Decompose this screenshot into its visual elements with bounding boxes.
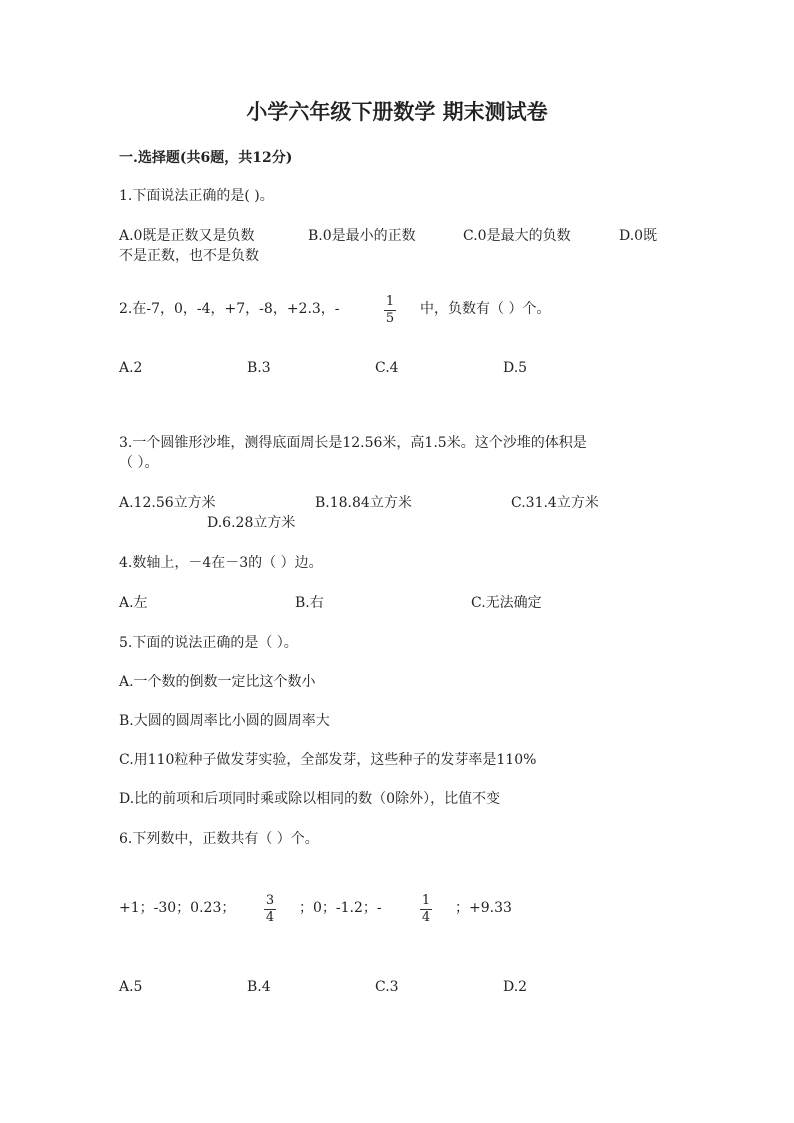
fraction-three-fourths bbox=[263, 893, 277, 926]
q2-option-a: A.2 bbox=[119, 360, 143, 376]
question-2-stem-start: 2.在-7，0，-4，+7，-8，+2.3，- bbox=[119, 301, 340, 317]
question-3-stem-continued: （ ）。 bbox=[119, 455, 159, 471]
q6-option-b: B.4 bbox=[247, 979, 271, 995]
q5-option-c: C.用110粒种子做发芽实验，全部发芽，这些种子的发芽率是110% bbox=[119, 752, 537, 768]
fraction-denominator: 5 bbox=[385, 311, 395, 326]
q3-option-b: B.18.84立方米 bbox=[315, 495, 412, 511]
section-heading: 一.选择题(共6题，共12分) bbox=[119, 150, 293, 166]
fraction-one-fifth bbox=[383, 294, 397, 327]
fraction-denominator: 4 bbox=[421, 910, 431, 925]
q6-option-a: A.5 bbox=[119, 979, 143, 995]
q1-option-b: B.0是最小的正数 bbox=[308, 228, 416, 244]
q2-option-c: C.4 bbox=[375, 360, 399, 376]
q1-option-d: D.0既 bbox=[619, 228, 658, 244]
fraction-one-fourth bbox=[419, 893, 433, 926]
q2-option-d: D.5 bbox=[503, 360, 528, 376]
q6-numbers-part-1: +1；-30；0.23； bbox=[119, 900, 236, 916]
fraction-denominator: 4 bbox=[265, 910, 275, 925]
question-3-stem: 3.一个圆锥形沙堆，测得底面周长是12.56米，高1.5米。这个沙堆的体积是 bbox=[119, 435, 587, 451]
q3-option-c: C.31.4立方米 bbox=[511, 495, 599, 511]
question-2-stem-end: 中，负数有（ ）个。 bbox=[420, 301, 551, 317]
question-1-stem: 1.下面说法正确的是( )。 bbox=[119, 188, 274, 204]
q6-numbers-part-3: ；+9.33 bbox=[455, 900, 512, 916]
q2-option-b: B.3 bbox=[247, 360, 271, 376]
q4-option-a: A.左 bbox=[119, 595, 148, 611]
q5-option-a: A.一个数的倒数一定比这个数小 bbox=[119, 674, 316, 690]
question-5-stem: 5.下面的说法正确的是（ ）。 bbox=[119, 635, 298, 651]
question-4-stem: 4.数轴上，－4在－3的（ ）边。 bbox=[119, 555, 323, 571]
fraction-numerator: 3 bbox=[265, 893, 275, 908]
q1-option-d-continued: 不是正数，也不是负数 bbox=[119, 248, 259, 264]
q3-option-a: A.12.56立方米 bbox=[119, 495, 216, 511]
q6-option-c: C.3 bbox=[375, 979, 399, 995]
q4-option-b: B.右 bbox=[295, 595, 324, 611]
q6-numbers-part-2: ；0；-1.2；- bbox=[299, 900, 382, 916]
q6-option-d: D.2 bbox=[503, 979, 528, 995]
fraction-numerator: 1 bbox=[385, 294, 395, 309]
q5-option-b: B.大圆的圆周率比小圆的圆周率大 bbox=[119, 713, 330, 729]
q1-option-c: C.0是最大的负数 bbox=[463, 228, 571, 244]
q4-option-c: C.无法确定 bbox=[471, 595, 542, 611]
fraction-numerator: 1 bbox=[421, 893, 431, 908]
q3-option-d: D.6.28立方米 bbox=[207, 515, 296, 531]
q1-option-a: A.0既是正数又是负数 bbox=[119, 228, 255, 244]
q5-option-d: D.比的前项和后项同时乘或除以相同的数（0除外），比值不变 bbox=[119, 791, 501, 807]
page-title: 小学六年级下册数学 期末测试卷 bbox=[246, 99, 548, 124]
question-6-stem: 6.下列数中，正数共有（ ）个。 bbox=[119, 831, 319, 847]
